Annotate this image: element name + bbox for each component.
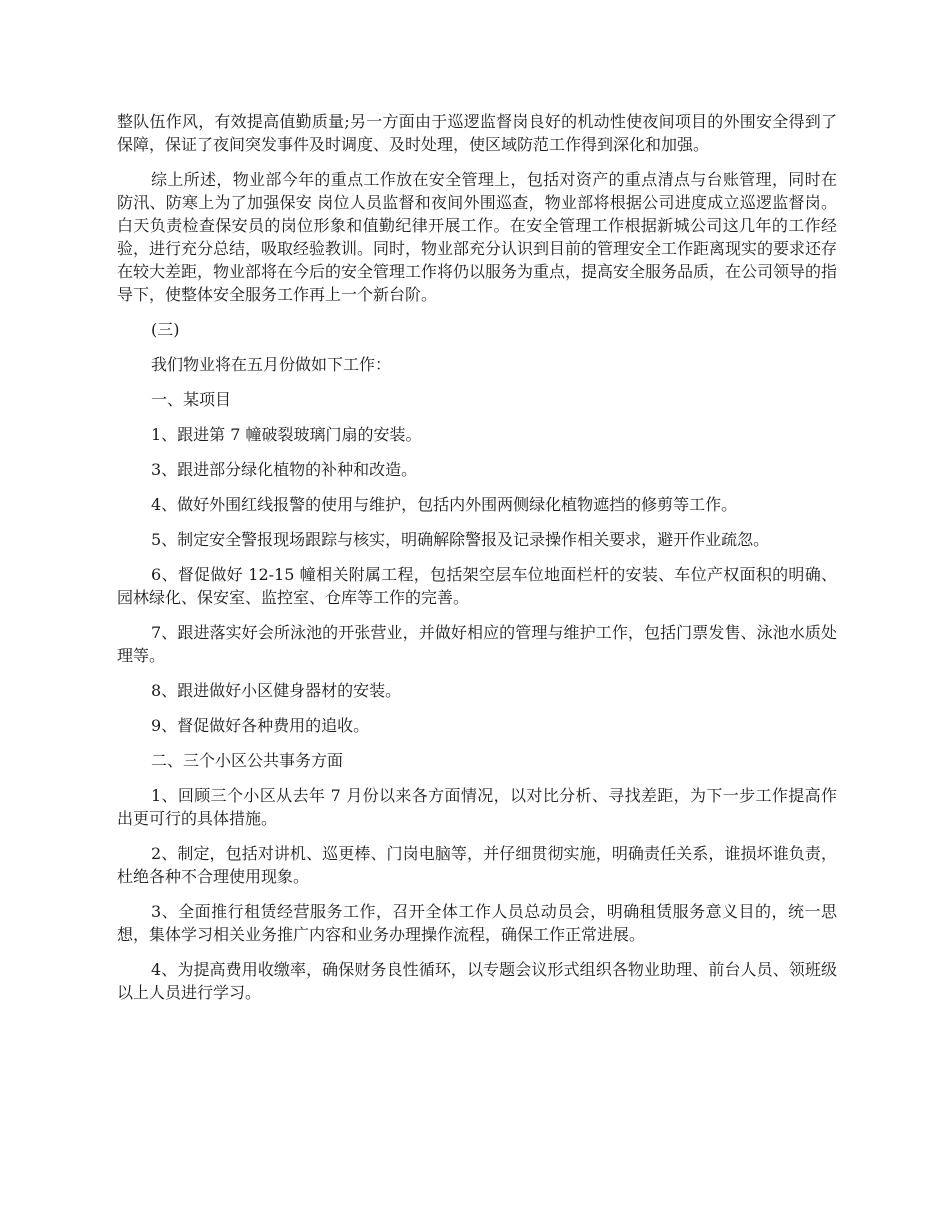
section-heading-project: 一、某项目: [151, 390, 232, 409]
list-item: 4、做好外围红线报警的使用与维护，包括内外围两侧绿化植物遮挡的修剪等工作。: [151, 495, 738, 514]
list-item: 1、跟进第 7 幢破裂玻璃门扇的安装。: [151, 425, 422, 444]
list-item: 2、制定，包括对讲机、巡更棒、门岗电脑等，并仔细贯彻实施，明确责任关系，谁损坏谁负责，杜绝各种不合理使用现象。: [117, 844, 837, 886]
list-item: 7、跟进落实好会所泳池的开张营业，并做好相应的管理与维护工作，包括门票发售、泳池水质处理等。: [117, 623, 837, 665]
paragraph-continuation: 整队伍作风，有效提高值勤质量;另一方面由于巡逻监督岗良好的机动性使夜间项目的外围安全得到了保障，保证了夜间突发事件及时调度、及时处理，使区域防范工作得到深化和加强。: [117, 112, 837, 154]
list-item: 6、督促做好 12-15 幢相关附属工程，包括架空层车位地面栏杆的安装、车位产权面积的明确、园林绿化、保安室、监控室、仓库等工作的完善。: [117, 565, 837, 607]
list-item: 9、督促做好各种费用的追收。: [151, 716, 370, 735]
section-number: (三): [151, 320, 180, 339]
list-item: 1、回顾三个小区从去年 7 月份以来各方面情况，以对比分析、寻找差距，为下一步工作提高作出更可行的具体措施。: [117, 786, 837, 828]
paragraph-summary: 综上所述，物业部今年的重点工作放在安全管理上，包括对资产的重点清点与台账管理，同时在防汛、防寒上为了加强保安 岗位人员监督和夜间外围巡查，物业部将根据公司进度成立巡逻监督岗。白天负责检查保安员的岗位形象和值勤纪律开展工作。在安全管理工作根据新城公司这几年的工作经验，进行充分总结，吸取经验教训。同时，物业部充分认识到目前的管理安全工作距离现实的要求还存在较大差距，物业部将在今后的安全管理工作将仍以服务为重点，提高安全服务品质，在公司领导的指导下，使整体安全服务工作再上一个新台阶。: [117, 170, 838, 304]
list-item: 3、全面推行租赁经营服务工作，召开全体工作人员总动员会，明确租赁服务意义目的，统一思想，集体学习相关业务推广内容和业务办理操作流程，确保工作正常进展。: [117, 902, 837, 944]
section-heading-public-affairs: 二、三个小区公共事务方面: [151, 751, 344, 770]
list-item: 3、跟进部分绿化植物的补种和改造。: [151, 460, 418, 479]
paragraph-intro: 我们物业将在五月份做如下工作：: [151, 355, 392, 374]
list-item: 8、跟进做好小区健身器材的安装。: [151, 681, 402, 700]
list-item: 4、为提高费用收缴率，确保财务良性循环，以专题会议形式组织各物业助理、前台人员、领班级以上人员进行学习。: [117, 960, 837, 1002]
list-item: 5、制定安全警报现场跟踪与核实，明确解除警报及记录操作相关要求，避开作业疏忽。: [151, 530, 770, 549]
